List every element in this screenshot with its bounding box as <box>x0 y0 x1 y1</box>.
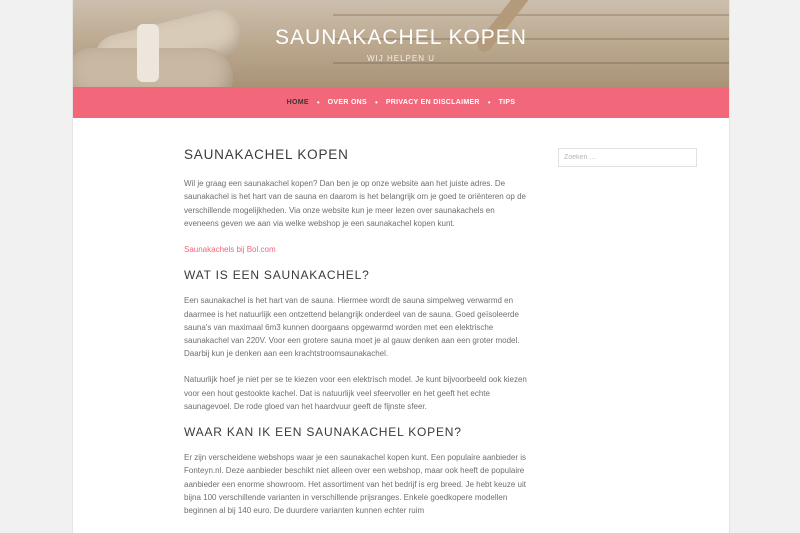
header-image-plank <box>333 14 729 16</box>
search-input[interactable] <box>558 148 697 167</box>
nav-item-privacy <box>386 98 499 107</box>
nav-link-home[interactable]: HOME <box>286 99 309 106</box>
section-paragraph: Natuurlijk hoef je niet per se te kiezen voor een elektrisch model. Je kunt bijvoorbeeld ook kiezen voor een hout gestookte kachel. Dat is natuurlijk veel sfeervoller en het geeft het echte saunagevoel. De rode gloed van het haardvuur geeft de fijnste sfeer. <box>184 375 527 411</box>
nav-item-over-ons <box>328 98 386 107</box>
nav-item-home <box>287 98 328 107</box>
intro-paragraph: Wil je graag een saunakachel kopen? Dan ben je op onze website aan het juiste adres. De saunakachel is het hart van de sauna en daarom is het belangrijk om je goed te oriënteren op de verschillende mogelijkheden. Via onze website kun je meer lezen over saunakachels en eveneens geven we aan via welke webshop je een saunakachel kopen kunt. <box>184 179 526 228</box>
bol-link[interactable]: Saunakachels bij Bol.com <box>184 245 276 255</box>
nav-link-privacy[interactable]: PRIVACY EN DISCLAIMER <box>385 99 480 106</box>
section-paragraph: Er zijn verscheidene webshops waar je een saunakachel kopen kunt. Een populaire aanbieder is Fonteyn.nl. Deze aanbieder beschikt niet alleen over een webshop, maar ook heeft de populaire aanbieder een enorme showroom. Het assortiment van het bedrijf is erg breed. Je hebt keuze uit bijna 100 verschillende varianten in verschillende prijsranges. Enkele goedkopere modellen beginnen al bij 140 euro. De duurdere varianten kunnen echter ruim <box>184 453 526 516</box>
sidebar <box>558 146 697 167</box>
nav-separator: • <box>316 98 320 107</box>
section-paragraph: Een saunakachel is het hart van de sauna. Hiermee wordt de sauna simpelweg verwarmd en daarmee is het natuurlijk een ontzettend belangrijk onderdeel van de sauna. Goed geïsoleerde sauna's van maximaal 6m3 kunnen doorgaans opgewarmd worden met een elektrische saunakachel van 220V. Voor een grotere sauna moet je al gauw denken aan een groter model. Daarbij kun je denken aan een krachtstroomsaunakachel. <box>184 296 520 359</box>
site-tagline: WIJ HELPEN U <box>366 54 435 63</box>
section-heading-waar-kopen: WAAR KAN IK EEN SAUNAKACHEL KOPEN? <box>184 425 462 440</box>
post-title: SAUNAKACHEL KOPEN <box>184 147 349 162</box>
bol-link-paragraph <box>184 243 528 256</box>
main-navigation <box>73 87 729 118</box>
nav-separator: • <box>375 98 378 107</box>
nav-separator: • <box>487 98 491 107</box>
site-title[interactable]: SAUNAKACHEL KOPEN <box>275 26 527 49</box>
post-content <box>184 148 528 530</box>
nav-item-tips <box>499 99 516 106</box>
site-header <box>73 0 729 87</box>
section-heading-wat-is: WAT IS EEN SAUNAKACHEL? <box>184 268 370 283</box>
page <box>72 0 730 533</box>
nav-link-tips[interactable]: TIPS <box>498 99 516 106</box>
nav-link-over-ons[interactable]: OVER ONS <box>327 99 368 106</box>
